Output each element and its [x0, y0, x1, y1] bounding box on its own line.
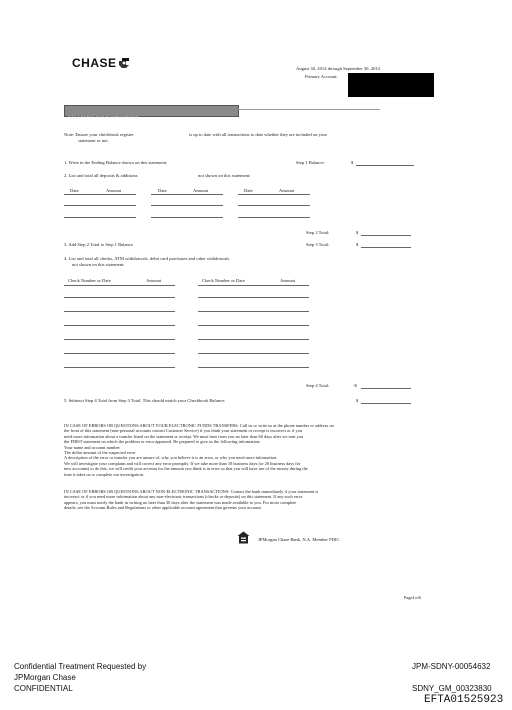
step1-text: 1. Write in the Ending Balance shown on this statement:: [64, 160, 168, 165]
bates-number-sdny: SDNY_GM_00323830: [412, 684, 492, 693]
notice-line: The dollar amount of the suspected error: [64, 450, 136, 456]
chase-logo-text: CHASE: [72, 56, 117, 70]
step4-entry-line[interactable]: [198, 297, 309, 298]
step2-col-amount-3: Amount: [279, 188, 295, 193]
step4-entry-line[interactable]: [64, 297, 175, 298]
step4-entry-line[interactable]: [64, 353, 175, 354]
notice-line: We will investigate your complaint and will correct any error promptly. If we take more than 10 business days (or 20 business days for: [64, 460, 301, 466]
notice-line: need more information about a transfer listed on the statement or receipt. We must hear from you no later than 60 days after we sent you: [64, 433, 304, 439]
step4-text-line-1: 4. List and total all checks, ATM withdrawals, debit card purchases and other withdrawals: [64, 256, 230, 261]
step3-currency: $: [356, 242, 359, 247]
step4-entry-line[interactable]: [198, 325, 309, 326]
bates-number-jpm: JPM-SDNY-00054632: [412, 662, 491, 671]
step4-entry-line[interactable]: [64, 311, 175, 312]
member-fdic-text: JPMorgan Chase Bank, N.A. Member FDIC: [258, 537, 340, 542]
chase-octagon-icon: [119, 58, 129, 68]
step4-entry-line[interactable]: [64, 325, 175, 326]
step2-header-rule-3: [238, 194, 310, 195]
step2-text-right: not shown on this statement:: [198, 173, 251, 178]
step1-input-line[interactable]: [356, 165, 414, 166]
step2-header-rule-2: [151, 194, 223, 195]
step2-currency: $: [356, 230, 359, 235]
footer-confidential-line-2: JPMorgan Chase: [14, 673, 76, 682]
chase-logo: [72, 56, 129, 70]
step2-entry-line[interactable]: [64, 205, 136, 206]
step1-label: Step 1 Balance:: [296, 160, 325, 165]
step2-entry-line[interactable]: [238, 217, 310, 218]
note-line-1-right: is up to date with all transactions to date whether they are included on your: [189, 132, 328, 137]
statement-period: August 30, 2014 through September 30, 2014: [296, 66, 380, 71]
step4-col-check-1: Check Number or Date: [68, 278, 111, 283]
step2-header-rule-1: [64, 194, 136, 195]
non-electronic-transactions-notice: [64, 489, 318, 511]
note-line-2: statement or not.: [78, 138, 109, 143]
step4-text-line-2: not shown on this statement:: [72, 262, 125, 267]
notice-line: IN CASE OF ERRORS OR QUESTIONS ABOUT YOUR ELECTRONIC FUNDS TRANSFERS: Call us or write us at the phone number or address on: [64, 423, 334, 428]
step2-entry-line[interactable]: [64, 217, 136, 218]
step2-total-label: Step 2 Total:: [306, 230, 330, 235]
section-banner: [64, 105, 239, 120]
step4-currency: -$: [353, 383, 357, 388]
footer-confidential-line-3: CONFIDENTIAL: [14, 684, 73, 693]
step2-entry-line[interactable]: [151, 205, 223, 206]
footer-confidential-line-1: Confidential Treatment Requested by: [14, 662, 147, 671]
step5-text: 5. Subtract Step 4 Total from Step 3 Total. This should match your Checkbook Balance:: [64, 398, 226, 403]
step2-entry-line[interactable]: [151, 217, 223, 218]
notice-line: IN CASE OF ERRORS OR QUESTIONS ABOUT NON-ELECTRONIC TRANSACTIONS: Contact the bank immediately if your statement is: [64, 489, 319, 494]
notice-line: the front of this statement (non-personal accounts contact Customer Service) if you think your statement or receipt is incorrect or if you: [64, 428, 303, 434]
step2-col-date-3: Date: [244, 188, 253, 193]
step2-entry-line[interactable]: [238, 205, 310, 206]
efta-number: EFTA01525923: [424, 694, 504, 706]
step2-col-date-2: Date: [158, 188, 167, 193]
step4-col-amount-1: Amount: [146, 278, 162, 283]
equal-housing-lender-icon: [237, 531, 250, 544]
step4-entry-line[interactable]: [198, 353, 309, 354]
step4-total-label: Step 4 Total:: [306, 383, 330, 388]
step4-col-amount-2: Amount: [280, 278, 296, 283]
step3-label: Step 3 Total:: [306, 242, 330, 247]
step4-total-input-line[interactable]: [361, 388, 411, 389]
step4-header-rule-2: [198, 285, 309, 286]
notice-line: A description of the error or transfer you are unsure of, why you believe it is an error, or why you need more information.: [64, 455, 278, 461]
step2-col-amount-2: Amount: [193, 188, 209, 193]
step2-col-date-1: Date: [70, 188, 79, 193]
step2-total-input-line[interactable]: [361, 235, 411, 236]
note-line-1-left: Note: Ensure your checkbook register: [64, 132, 134, 137]
primary-account-label: Primary Account:: [305, 74, 338, 79]
banner-rule: [238, 109, 380, 110]
notice-line: Your name and account number: [64, 444, 120, 450]
notice-line: new accounts) to do this, we will credit your account for the amount you think is in error so that you will have use of the money during the: [64, 466, 308, 472]
notice-line: incorrect or if you need more information about any non-electronic transactions (checks or deposits) on this statement. If any such error: [64, 494, 303, 500]
redacted-account-number: [348, 73, 434, 97]
notice-line: time it takes us to complete our investigation.: [64, 471, 144, 477]
page-number: Page4 of6: [404, 595, 421, 600]
step5-balance-input-line[interactable]: [361, 403, 411, 404]
notice-line: the FIRST statement on which the problem or error appeared. Be prepared to give us the following information:: [64, 439, 261, 445]
notice-line: appears, you must notify the bank in writing no later than 30 days after the statement was made available to you. For more complete: [64, 499, 297, 505]
step4-entry-line[interactable]: [198, 367, 309, 368]
step2-text-left: 2. List and total all deposits & additions: [64, 173, 138, 178]
step1-currency: $: [351, 160, 354, 165]
step4-entry-line[interactable]: [64, 339, 175, 340]
step4-entry-line[interactable]: [198, 311, 309, 312]
step4-header-rule-1: [64, 285, 175, 286]
step5-currency: $: [356, 398, 359, 403]
electronic-transfers-notice: [64, 423, 334, 477]
step4-entry-line[interactable]: [198, 339, 309, 340]
step4-col-check-2: Check Number or Date: [202, 278, 245, 283]
step3-text: 3. Add Step 2 Total to Step 1 Balance: [64, 242, 133, 247]
step4-entry-line[interactable]: [64, 367, 175, 368]
step2-col-amount-1: Amount: [106, 188, 122, 193]
notice-line: details, see the Account Rules and Regulations or other applicable account agreement that governs your account.: [64, 505, 262, 511]
section-banner-title: BALANCING YOUR CHECKBOOK: [68, 115, 139, 120]
step3-total-input-line[interactable]: [361, 247, 411, 248]
